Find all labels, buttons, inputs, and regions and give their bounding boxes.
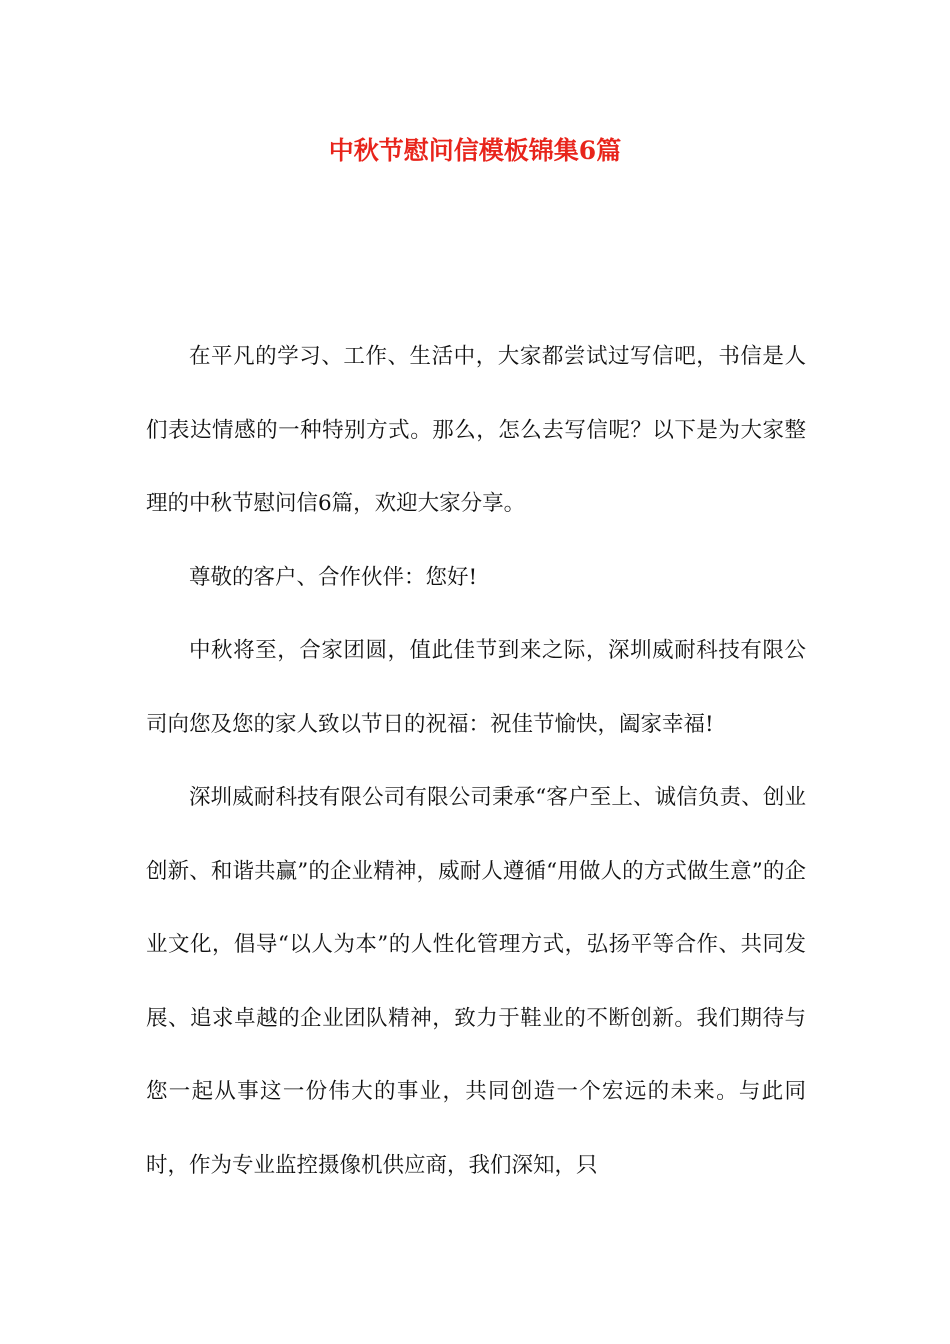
paragraph-greeting: 中秋将至，合家团圆，值此佳节到来之际，深圳威耐科技有限公司向您及您的家人致以节日的祝福：祝佳节愉快，阖家幸福! [146, 638, 806, 737]
paragraph-intro: 在平凡的学习、工作、生活中，大家都尝试过写信吧，书信是人们表达情感的一种特别方式。那么，怎么去写信呢？以下是为大家整理的中秋节慰问信6篇，欢迎大家分享。 [146, 344, 806, 516]
document-body [146, 320, 806, 1202]
paragraph-salutation: 尊敬的客户、合作伙伴：您好! [189, 564, 478, 590]
paragraph-company: 深圳威耐科技有限公司有限公司秉承“客户至上、诚信负责、创业创新、和谐共赢”的企业精神，威耐人遵循“用做人的方式做生意”的企业文化，倡导“以人为本”的人性化管理方式，弘扬平等合作、共同发展、追求卓越的企业团队精神，致力于鞋业的不断创新。我们期待与您一起从事这一份伟大的事业，共同创造一个宏远的未来。与此同时，作为专业监控摄像机供应商，我们深知，只 [146, 785, 806, 1178]
document-title: 中秋节慰问信模板锦集6篇 [328, 136, 622, 165]
